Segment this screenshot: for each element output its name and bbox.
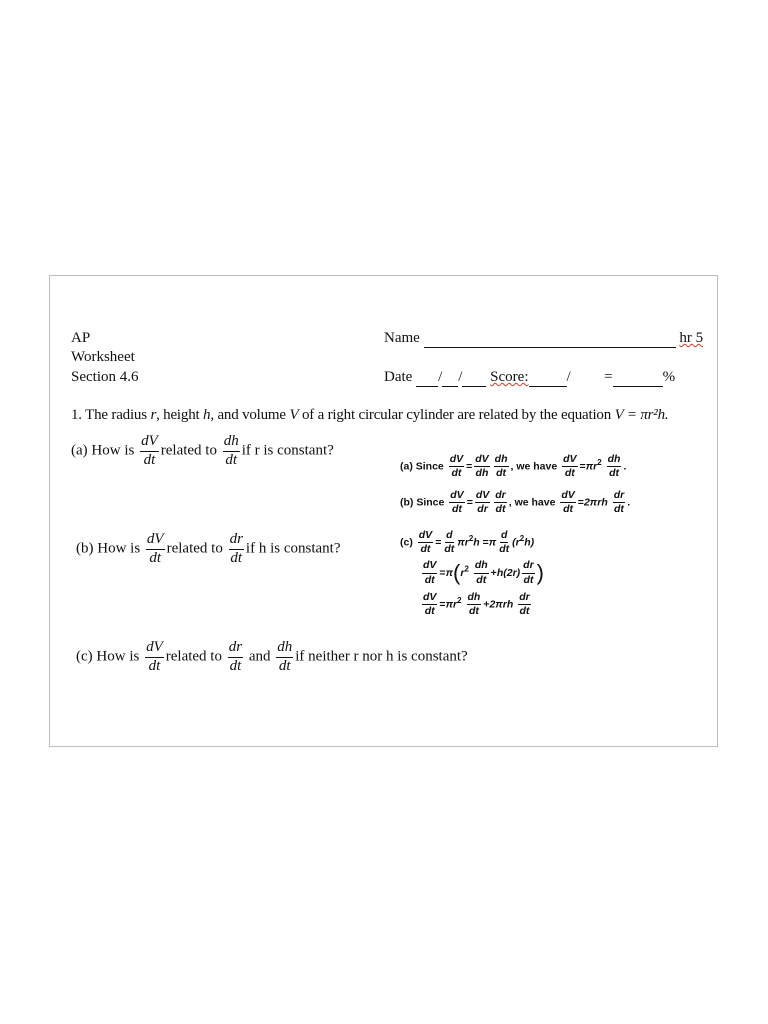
numerator: d [500, 530, 508, 543]
period: . [627, 496, 631, 509]
question-c [76, 640, 468, 675]
denominator: dt [451, 467, 462, 480]
numerator: dV [422, 592, 437, 605]
equals: = [439, 566, 446, 579]
answer-text: , we have [510, 460, 558, 473]
denominator: dt [519, 605, 530, 618]
answer-b [400, 490, 630, 515]
date-year-blank[interactable] [462, 371, 486, 387]
denominator: dt [613, 503, 624, 516]
numerator: dr [518, 592, 531, 605]
header-worksheet: Worksheet [71, 349, 135, 365]
numerator: dV [449, 454, 464, 467]
denominator: dt [523, 573, 534, 586]
denominator: dt [278, 657, 291, 674]
paren-r: (r [512, 536, 520, 549]
exponent: 2 [464, 564, 469, 574]
problem-text: , and volume [210, 407, 286, 423]
denominator: dt [495, 503, 506, 516]
equals: = [466, 460, 473, 473]
question-label: (c) How is [76, 648, 140, 665]
question-text: if neither r nor h is constant? [295, 648, 468, 665]
denominator: dt [476, 573, 487, 586]
denominator: dt [564, 467, 575, 480]
denominator: dt [468, 605, 479, 618]
numerator: dr [494, 490, 507, 503]
equals: = [577, 496, 584, 509]
name-blank[interactable] [424, 331, 676, 348]
worksheet-page [49, 275, 718, 747]
denominator: dt [563, 503, 574, 516]
question-text: if h is constant? [245, 540, 341, 557]
problem-statement [71, 407, 668, 424]
equals: = [435, 536, 442, 549]
denominator: dt [424, 573, 435, 586]
question-label: (b) How is [76, 540, 141, 557]
numerator: dV [562, 454, 577, 467]
problem-text: of a right circular cylinder are related by the equation [301, 407, 612, 423]
pi-r: πr [457, 536, 469, 549]
question-text: related to [166, 540, 223, 557]
numerator: dr [229, 532, 244, 550]
right-paren: ) [536, 560, 544, 585]
exponent: 2 [468, 533, 474, 543]
var-r: r [150, 407, 157, 423]
name-row [384, 328, 703, 348]
header-course: AP [71, 330, 91, 346]
numerator: dh [607, 454, 622, 467]
pi: π [488, 536, 497, 549]
numerator: dV [140, 434, 159, 452]
numerator: dV [560, 490, 575, 503]
fraction [276, 640, 293, 675]
score-slash: / [566, 369, 571, 385]
answer-c-line3 [420, 592, 533, 617]
numerator: dr [613, 490, 626, 503]
equals: = [482, 536, 489, 549]
denominator: dt [444, 543, 455, 556]
fraction [228, 640, 243, 675]
exponent: 2 [457, 595, 462, 605]
numerator: dV [418, 530, 433, 543]
answer-a [400, 454, 626, 479]
answer-label: (b) Since [400, 496, 445, 509]
numerator: dr [522, 560, 535, 573]
numerator: dV [449, 490, 464, 503]
score-label: Score: [490, 369, 529, 385]
pi: π [445, 566, 454, 579]
name-label: Name [384, 330, 420, 346]
numerator: dh [474, 560, 489, 573]
denominator: dt [225, 451, 238, 468]
exponent: 2 [519, 533, 525, 543]
problem-text: , height [156, 407, 200, 423]
question-text: if r is constant? [241, 442, 334, 459]
date-label: Date [384, 369, 413, 385]
denominator: dt [420, 543, 431, 556]
problem-text: The radius [85, 407, 147, 423]
var-r: r [460, 566, 465, 579]
answer-c-line2 [420, 560, 544, 586]
h-2r: h(2r) [496, 566, 521, 579]
denominator: dr [477, 503, 488, 516]
denominator: dt [609, 467, 619, 480]
pi-r: πr [585, 460, 598, 473]
denominator: dt [148, 657, 161, 674]
numerator: dV [146, 532, 165, 550]
cylinder-equation: V = πr²h. [614, 407, 669, 423]
question-text: related to [160, 442, 217, 459]
question-label: (a) How is [71, 442, 135, 459]
denominator: dt [149, 549, 162, 566]
numerator: dh [467, 592, 482, 605]
denominator: dt [229, 657, 242, 674]
two-pi-r-h: 2πrh [489, 598, 514, 611]
numerator: dV [422, 560, 437, 573]
var-V: V [289, 407, 299, 423]
answer-text: , we have [508, 496, 556, 509]
left-paren: ( [453, 560, 461, 585]
numerator: dh [223, 434, 240, 452]
exponent: 2 [597, 457, 602, 467]
problem-number: 1. [71, 407, 82, 423]
denominator: dt [499, 543, 510, 556]
denominator: dt [143, 451, 156, 468]
numerator: dh [494, 454, 509, 467]
date-day-blank[interactable] [442, 371, 458, 387]
numerator: dV [474, 454, 489, 467]
var-h: h [203, 407, 211, 423]
equals: = [466, 496, 473, 509]
date-month-blank[interactable] [416, 371, 438, 387]
fraction [140, 434, 159, 469]
question-b [76, 532, 341, 567]
equals: = [579, 460, 586, 473]
plus: + [483, 598, 490, 611]
percent-blank[interactable] [613, 371, 663, 387]
denominator: dh [475, 467, 489, 480]
denominator: dt [424, 605, 435, 618]
numerator: dh [276, 640, 293, 658]
answer-label: (c) [400, 536, 413, 549]
equals-sign: = [604, 369, 613, 385]
answer-label: (a) Since [400, 460, 444, 473]
question-a [71, 434, 334, 469]
fraction [145, 640, 164, 675]
question-text: related to [165, 648, 222, 665]
h-close: h) [524, 536, 535, 549]
score-blank[interactable] [529, 371, 567, 387]
equals: = [439, 598, 446, 611]
denominator: dt [496, 467, 507, 480]
question-text: and [248, 648, 271, 665]
header-section: Section 4.6 [71, 369, 139, 385]
fraction [223, 434, 240, 469]
denominator: dt [230, 549, 243, 566]
date-score-row [384, 367, 675, 387]
numerator: dr [228, 640, 243, 658]
date-slash: / [438, 369, 443, 385]
plus: + [490, 566, 497, 579]
denominator: dt [452, 503, 462, 516]
fraction [146, 532, 165, 567]
hr-label: hr 5 [679, 330, 704, 346]
date-slash: / [458, 369, 463, 385]
fraction [229, 532, 244, 567]
var-h: h [473, 536, 480, 549]
two-pi-r-h: 2πrh [583, 496, 608, 509]
numerator: d [445, 530, 453, 543]
period: . [623, 460, 627, 473]
percent-sign: % [662, 369, 676, 385]
numerator: dV [475, 490, 490, 503]
answer-c-line1 [400, 530, 534, 555]
pi-r: πr [445, 598, 458, 611]
numerator: dV [145, 640, 164, 658]
